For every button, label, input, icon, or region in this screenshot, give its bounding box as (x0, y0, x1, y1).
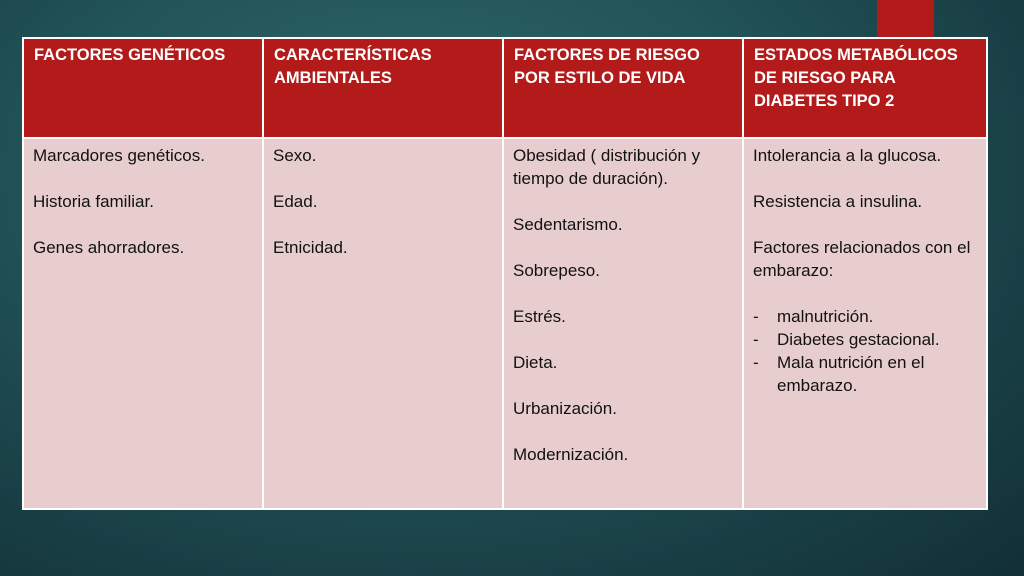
list-item: Urbanización. (513, 399, 617, 418)
header-environmental-characteristics: CARACTERÍSTICAS AMBIENTALES (263, 38, 503, 138)
list-item: Intolerancia a la glucosa. (753, 146, 942, 165)
dash-marker: - (753, 307, 759, 326)
sub-list-item-text: Mala nutrición en el embarazo. (777, 353, 925, 395)
sub-list-item-text: malnutrición. (777, 307, 874, 326)
cell-environmental-characteristics (263, 138, 503, 509)
header-metabolic-risk-states: ESTADOS METABÓLICOS DE RIESGO PARA DIABETES TIPO 2 (743, 38, 987, 138)
header-lifestyle-risk-factors: FACTORES DE RIESGO POR ESTILO DE VIDA (503, 38, 743, 138)
table-row (23, 138, 987, 509)
list-item: Historia familiar. (33, 192, 154, 211)
sub-list-item-text: Diabetes gestacional. (777, 330, 940, 349)
dash-marker: - (753, 330, 759, 349)
list-item: Obesidad ( distribución y tiempo de duración). (513, 146, 701, 188)
sub-list-item (753, 305, 977, 328)
cell-lifestyle-risk-factors (503, 138, 743, 509)
list-item: Resistencia a insulina. (753, 192, 923, 211)
risk-factors-table (22, 37, 988, 510)
list-item: Sobrepeso. (513, 261, 600, 280)
table-header-row (23, 38, 987, 138)
list-item: Edad. (273, 192, 318, 211)
list-item: Genes ahorradores. (33, 238, 185, 257)
dash-marker: - (753, 353, 759, 372)
sub-list-item (753, 351, 977, 397)
list-item: Modernización. (513, 445, 629, 464)
list-item: Etnicidad. (273, 238, 348, 257)
list-item: Sedentarismo. (513, 215, 623, 234)
accent-tab (877, 0, 934, 37)
list-item: Marcadores genéticos. (33, 146, 205, 165)
sub-list-item (753, 328, 977, 351)
cell-metabolic-risk-states (743, 138, 987, 509)
list-item: Factores relacionados con el embarazo: (753, 238, 971, 280)
list-item: Dieta. (513, 353, 558, 372)
list-item: Sexo. (273, 146, 317, 165)
cell-genetic-factors (23, 138, 263, 509)
list-item: Estrés. (513, 307, 566, 326)
header-genetic-factors: FACTORES GENÉTICOS (23, 38, 263, 138)
pregnancy-factors-list (753, 305, 977, 397)
